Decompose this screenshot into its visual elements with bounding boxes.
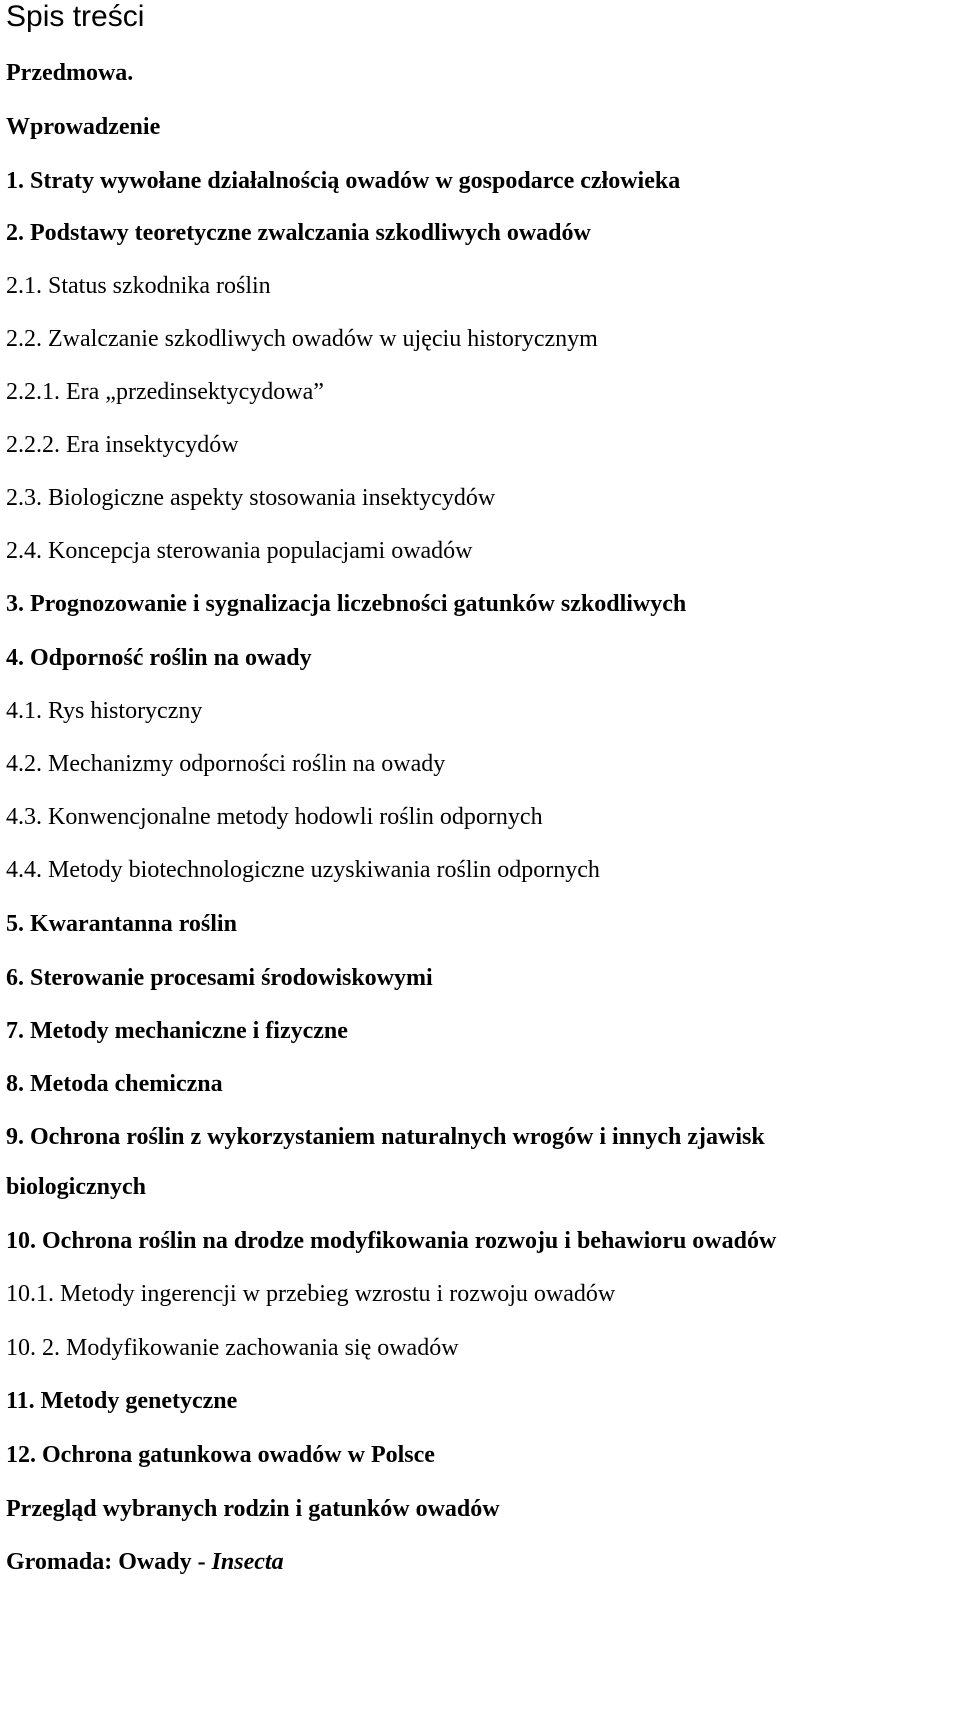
toc-entry: 2.3. Biologiczne aspekty stosowania insektycydów [6,485,496,511]
toc-entry: 11. Metody genetyczne [6,1388,238,1414]
toc-entry: 4.1. Rys historyczny [6,698,203,724]
toc-entry: 4. Odporność roślin na owady [6,645,312,671]
toc-entry: 8. Metoda chemiczna [6,1071,223,1097]
toc-entry: 3. Prognozowanie i sygnalizacja liczebności gatunków szkodliwych [6,591,687,617]
toc-entry-last [6,1547,284,1577]
toc-entry: 2.2.1. Era „przedinsektycydowa” [6,379,324,405]
toc-entry: 2. Podstawy teoretyczne zwalczania szkodliwych owadów [6,220,591,246]
toc-entry: 2.4. Koncepcja sterowania populacjami owadów [6,538,473,564]
toc-entry: 12. Ochrona gatunkowa owadów w Polsce [6,1442,435,1468]
toc-entry: 4.4. Metody biotechnologiczne uzyskiwania roślin odpornych [6,857,600,883]
toc-entry: Wprowadzenie [6,114,161,140]
toc-entry: 10.1. Metody ingerencji w przebieg wzrostu i rozwoju owadów [6,1281,616,1307]
page-title: Spis treści [6,0,145,33]
toc-entry-italic-text: Insecta [211,1549,284,1575]
toc-entry: Przedmowa. [6,60,134,86]
toc-entry: 4.2. Mechanizmy odporności roślin na owady [6,751,446,777]
toc-entry: Przegląd wybranych rodzin i gatunków owadów [6,1496,500,1522]
toc-entry: 7. Metody mechaniczne i fizyczne [6,1018,348,1044]
toc-entry-text: Gromada: Owady - [6,1549,212,1575]
toc-entry: 2.2.2. Era insektycydów [6,432,239,458]
toc-entry: 2.1. Status szkodnika roślin [6,273,271,299]
toc-entry: 10. Ochrona roślin na drodze modyfikowania rozwoju i behawioru owadów [6,1228,777,1254]
toc-entry: 5. Kwarantanna roślin [6,911,237,937]
toc-entry: 1. Straty wywołane działalnością owadów w gospodarce człowieka [6,168,681,194]
toc-entry: 10. 2. Modyfikowanie zachowania się owadów [6,1335,459,1361]
toc-entry: 9. Ochrona roślin z wykorzystaniem naturalnych wrogów i innych zjawisk [6,1124,765,1150]
toc-entry: biologicznych [6,1174,147,1200]
toc-entry: 4.3. Konwencjonalne metody hodowli roślin odpornych [6,804,543,830]
toc-entry: 6. Sterowanie procesami środowiskowymi [6,965,433,991]
toc-entry: 2.2. Zwalczanie szkodliwych owadów w ujęciu historycznym [6,326,598,352]
